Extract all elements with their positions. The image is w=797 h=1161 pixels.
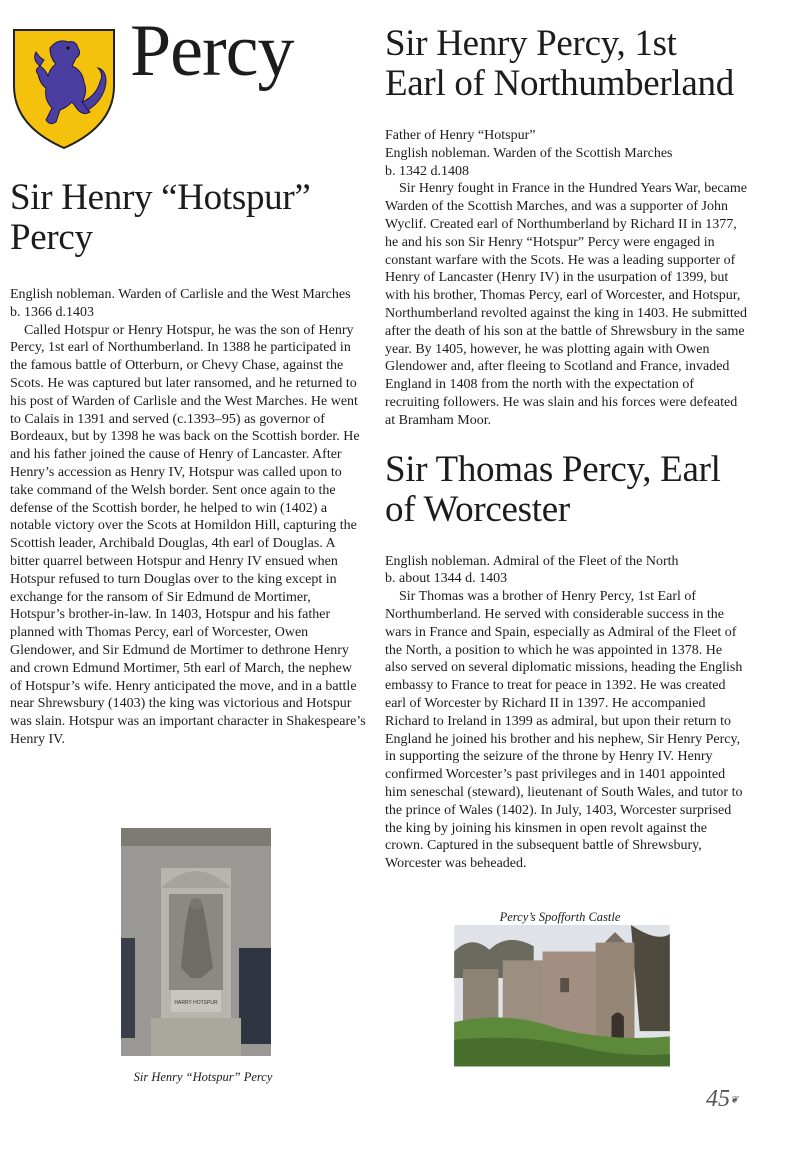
hotspur-body: Called Hotspur or Henry Hotspur, he was the son of Henry Percy, 1st earl of Northumberland. In 1388 he participated in the famous battle of Otterburn, or Chevy Chase, against the Scots. He was captured but later ransomed, and he returned to his post of Warden of Carlisle and the West Marches. He went to Calais in 1391 and served (c.1393–95) as governor of Bordeaux, but by 1398 he was back on the Scottish border. He and his father joined the cause of Henry of Lancaster. After Henry’s accession as Henry IV, Hotspur was called upon to take command of the Welsh border. Sent once again to the defense of the Scottish border, he helped to win (1402) a notable victory over the Scots at Homildon Hill, capturing the Scottish leader, Archibald Douglas, 4th earl of Douglas. A bitter quarrel between Hotspur and Henry IV ensued when Hotspur refused to turn Douglas over to the king except in exchange for the ransom of Sir Edmund de Mortimer, Hotspur’s brother-in-law. In 1403, Hotspur and his father planned with Thomas Percy, earl of Worcester, Owen Glendower, and Sir Edmund de Mortimer to dethrone Henry and crown Edmund Mortimer, 5th earl of March, the nephew of Hotspur’s wife. Henry anticipated the move, and in a battle near Shrewsbury (1403) the king was victorious and Hotspur was slain. Hotspur was an important character in Shakespeare’s Henry IV.	[10, 322, 366, 747]
northumberland-title-line1: Sir Henry Percy, 1st	[385, 23, 677, 64]
page-number-text: 45	[706, 1086, 730, 1112]
hotspur-office: English nobleman. Warden of Carlisle and the West Marches	[10, 287, 351, 302]
northumberland-dates: b. 1342 d.1408	[385, 163, 469, 179]
worcester-title-line1: Sir Thomas Percy, Earl	[385, 448, 721, 490]
worcester-title-line2: of Worcester	[385, 488, 570, 530]
hotspur-dates: b. 1366 d.1403	[10, 304, 94, 320]
percy-coat-of-arms-icon	[10, 26, 118, 152]
hotspur-article	[10, 178, 366, 749]
page-number	[706, 1086, 738, 1113]
statue-plaque-text: HARRY HOTSPUR	[174, 1000, 218, 1006]
northumberland-relation: Father of Henry “Hotspur”	[385, 128, 536, 143]
hotspur-title	[10, 178, 366, 258]
hotspur-photo-caption: Sir Henry “Hotspur” Percy	[133, 1070, 273, 1084]
spofforth-castle-photo	[440, 925, 684, 1085]
flourish-icon: ❦	[730, 1094, 739, 1106]
northumberland-title-line2: Earl of Northumberland	[385, 63, 734, 104]
family-title: Percy	[130, 10, 294, 92]
northumberland-title	[385, 24, 747, 104]
worcester-office: English nobleman. Admiral of the Fleet of the North	[385, 553, 679, 569]
hotspur-title-line1: Sir Henry “Hotspur”	[10, 177, 311, 218]
hotspur-title-line2: Percy	[10, 217, 93, 258]
northumberland-body: Sir Henry fought in France in the Hundred Years War, became Warden of the Scottish Marches, and was a supporter of John Wyclif. Created earl of Northumberland by Richard II in 1377, he and his son Sir Henry “Hotspur” Percy were engaged in constant warfare with the Scots. He was a leading supporter of Henry of Lancaster (Henry IV) in the usurpation of 1399, but with his brother, Thomas Percy, earl of Worcester, and Hotspur, Northumberland revolted against the king in 1403. He submitted after the death of his son at the battle of Shrewsbury in the same year. By 1405, however, he was plotting again with Owen Glendower and, after fleeing to Scotland and France, invaded England in 1408 from the north with the expectation of recruiting followers. He was slain and his forces were defeated at Bramham Moor.	[385, 181, 747, 428]
castle-photo-caption: Percy’s Spofforth Castle	[499, 910, 621, 924]
worcester-dates: b. about 1344 d. 1403	[385, 571, 508, 587]
northumberland-office: English nobleman. Warden of the Scottish Marches	[385, 145, 673, 161]
right-column	[385, 24, 747, 873]
worcester-title	[385, 450, 747, 530]
hotspur-statue-photo	[121, 828, 271, 1056]
worcester-body: Sir Thomas was a brother of Henry Percy, 1st Earl of Northumberland. He served with considerable success in the wars in France and Spain, especially as Admiral of the Fleet of the North, a position to which he was appointed in 1378. He also served on several diplomatic missions, heading the English embassy to France to treat for peace in 1392. He was created earl of Worcester by Richard II in 1397. He accompanied Richard to Ireland in 1399 as admiral, but upon their return to England he joined his brother and his nephew, Sir Henry Percy, in supporting the seizure of the throne by Henry IV. Henry confirmed Worcester’s past privileges and in 1401 appointed him seneschal (steward), lieutenant of South Wales, and tutor to the prince of Wales (1402). In July, 1403, Worcester surprised the king by joining his kinsmen in open revolt against the crown. Captured in the subsequent battle of Shrewsbury, Worcester was beheaded.	[385, 589, 743, 872]
